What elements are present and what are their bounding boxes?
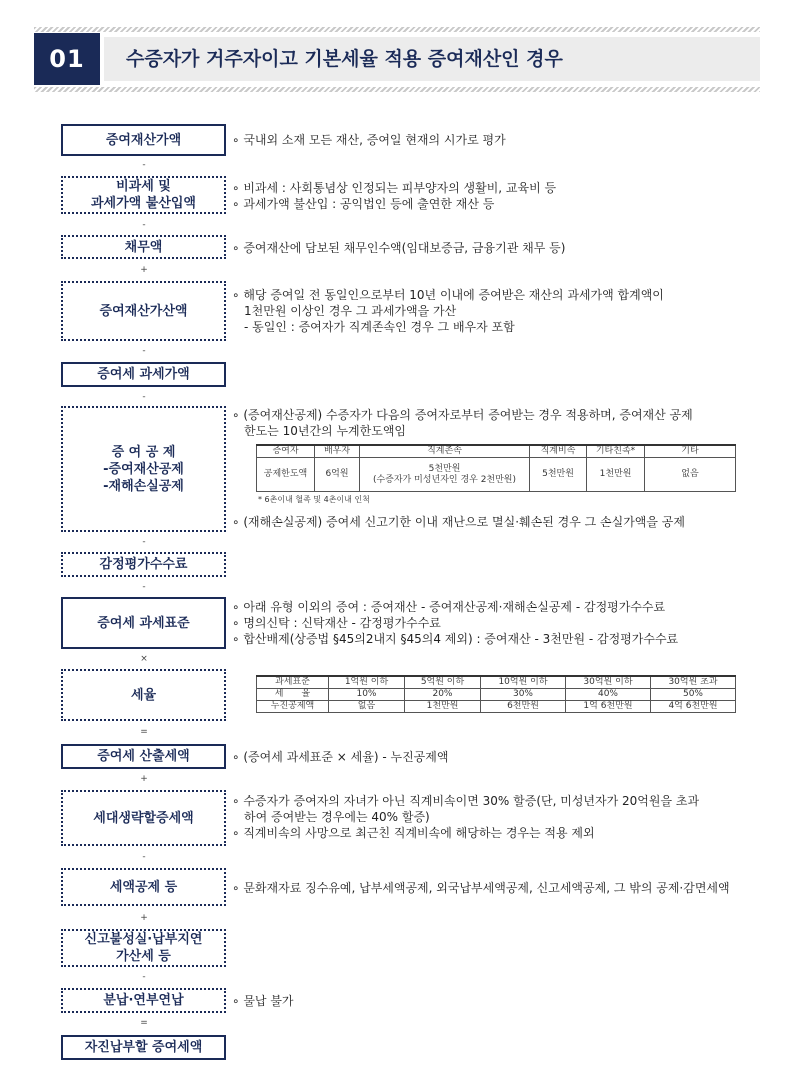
desc-line: ∘ 명의신탁 : 신탁재산 - 감정평가수수료	[232, 616, 441, 630]
table-header-cell: 직계비속	[530, 445, 587, 458]
op-plus: +	[140, 913, 148, 923]
op-equals: =	[140, 1018, 148, 1028]
step-gift-property-value: 증여재산가액	[61, 124, 226, 156]
desc-deductions-b	[232, 514, 762, 530]
table-header-cell: 기타친족*	[587, 445, 645, 458]
desc-nontaxable	[232, 180, 762, 212]
desc-calculated-tax	[232, 749, 762, 765]
op-minus: -	[142, 392, 146, 402]
step-nontaxable-line1: 비과세 및	[116, 179, 171, 194]
op-minus: -	[142, 582, 146, 592]
table-cell: 20%	[405, 689, 481, 701]
desc-line: ∘ 비과세 : 사회통념상 인정되는 피부양자의 생활비, 교육비 등	[232, 181, 557, 195]
desc-debt	[232, 240, 762, 256]
desc-line: ∘ 과세가액 불산입 : 공익법인 등에 출연한 재산 등	[232, 197, 495, 211]
desc-line: ∘ 합산배제(상증법 §45의2내지 §45의4 제외) : 증여재산 - 3천만원 - 감정평가수수료	[232, 632, 679, 646]
step-penalty-tax-line1: 신고불성실·납부지연	[84, 932, 203, 947]
desc-added-gift-value	[232, 287, 762, 335]
step-installment-payment: 분납·연부연납	[61, 988, 226, 1013]
table-header-cell: 과세표준	[257, 676, 329, 689]
table-cell: 6억원	[315, 458, 360, 492]
step-tax-base: 증여세 과세표준	[61, 597, 226, 649]
step-appraisal-fee: 감정평가수수료	[61, 552, 226, 577]
op-plus: +	[140, 265, 148, 275]
op-minus: -	[142, 972, 146, 982]
table-cell: 5천만원	[530, 458, 587, 492]
table-cell: 없음	[329, 701, 405, 713]
op-times: ×	[140, 654, 148, 664]
header-stripe-bottom	[34, 87, 760, 92]
op-minus: -	[142, 537, 146, 547]
table-cell: 40%	[565, 689, 650, 701]
table-row-label: 공제한도액	[257, 458, 315, 492]
step-penalty-tax	[61, 929, 226, 967]
op-plus: +	[140, 774, 148, 784]
table-cell: 1천만원	[405, 701, 481, 713]
deduction-table-note: * 6촌이내 혈족 및 4촌이내 인척	[258, 495, 370, 504]
table-header-cell: 직계존속	[360, 445, 530, 458]
step-tax-credits: 세액공제 등	[61, 868, 226, 906]
desc-installment-payment	[232, 993, 762, 1009]
table-header-cell: 기타	[645, 445, 736, 458]
op-equals: =	[140, 727, 148, 737]
step-tax-rate: 세율	[61, 669, 226, 721]
desc-line: ∘ 물납 불가	[232, 994, 294, 1008]
step-added-gift-value: 증여재산가산액	[61, 281, 226, 341]
section-number: 01	[34, 33, 100, 85]
step-calculated-tax: 증여세 산출세액	[61, 744, 226, 769]
deduction-limit-table	[256, 444, 736, 492]
desc-line: ∘ 해당 증여일 전 동일인으로부터 10년 이내에 증여받은 재산의 과세가액 합계액이	[232, 288, 664, 302]
table-header-cell: 배우자	[315, 445, 360, 458]
op-minus: -	[142, 160, 146, 170]
desc-deductions-a	[232, 407, 762, 439]
step-deductions-line3: -재해손실공제	[103, 478, 184, 494]
step-taxable-value: 증여세 과세가액	[61, 362, 226, 387]
table-header-cell: 증여자	[257, 445, 315, 458]
op-minus: -	[142, 220, 146, 230]
table-header-cell: 10억원 이하	[481, 676, 566, 689]
table-row	[257, 701, 736, 713]
table-row	[257, 689, 736, 701]
table-row-label: 누진공제액	[257, 701, 329, 713]
table-cell-line: 5천만원	[428, 463, 461, 474]
desc-line: ∘ 수증자가 증여자의 자녀가 아닌 직계비속이면 30% 할증(단, 미성년자가 20억원을 초과	[232, 794, 700, 808]
table-row-label: 세 율	[257, 689, 329, 701]
table-header-cell: 1억원 이하	[329, 676, 405, 689]
section-title: 수증자가 거주자이고 기본세율 적용 증여재산인 경우	[104, 37, 760, 81]
op-minus: -	[142, 346, 146, 356]
desc-tax-credits	[232, 880, 762, 896]
tax-rate-table	[256, 675, 736, 713]
step-nontaxable	[61, 176, 226, 214]
table-cell: 1억 6천만원	[565, 701, 650, 713]
step-deductions-line2: -증여재산공제	[103, 461, 184, 477]
table-cell: 1천만원	[587, 458, 645, 492]
desc-line: - 동일인 : 증여자가 직계존속인 경우 그 배우자 포함	[244, 320, 515, 334]
table-cell-line: (수증자가 미성년자인 경우 2천만원)	[372, 474, 517, 485]
desc-line: 한도는 10년간의 누계한도액임	[244, 424, 407, 438]
table-cell: 50%	[650, 689, 735, 701]
desc-line: ∘ 증여재산에 담보된 채무인수액(임대보증금, 금융기관 채무 등)	[232, 241, 566, 255]
op-minus: -	[142, 852, 146, 862]
desc-line: ∘ 직계비속의 사망으로 최근친 직계비속에 해당하는 경우는 적용 제외	[232, 826, 595, 840]
step-nontaxable-line2: 과세가액 불산입액	[91, 196, 196, 211]
table-cell: 6천만원	[481, 701, 566, 713]
table-header-cell: 5억원 이하	[405, 676, 481, 689]
desc-gift-property-value	[232, 132, 762, 148]
table-cell	[360, 458, 530, 492]
header-stripe-top	[34, 27, 760, 32]
table-header-cell: 30억원 이하	[565, 676, 650, 689]
step-debt: 채무액	[61, 235, 226, 259]
table-cell: 30%	[481, 689, 566, 701]
desc-generation-skip-surcharge	[232, 793, 762, 841]
desc-line: ∘ 아래 유형 이외의 증여 : 증여재산 - 증여재산공제·재해손실공제 - 감정평가수수료	[232, 600, 666, 614]
step-deductions	[61, 406, 226, 532]
table-cell: 4억 6천만원	[650, 701, 735, 713]
table-cell: 10%	[329, 689, 405, 701]
step-penalty-tax-line2: 가산세 등	[116, 949, 171, 964]
step-generation-skip-surcharge: 세대생략할증세액	[61, 790, 226, 846]
desc-line: 하여 증여받는 경우에는 40% 할증)	[244, 810, 430, 824]
desc-tax-base	[232, 599, 762, 647]
table-cell: 없음	[645, 458, 736, 492]
desc-line: ∘ (증여세 과세표준 × 세율) - 누진공제액	[232, 750, 449, 764]
table-header-cell: 30억원 초과	[650, 676, 735, 689]
desc-line: ∘ 문화재자료 징수유예, 납부세액공제, 외국납부세액공제, 신고세액공제, 그 밖의 공제·감면세액	[232, 881, 730, 895]
step-deductions-line1: 증 여 공 제	[111, 444, 176, 460]
desc-line: ∘ (재해손실공제) 증여세 신고기한 이내 재난으로 멸실·훼손된 경우 그 손실가액을 공제	[232, 515, 685, 529]
step-self-payment-tax: 자진납부할 증여세액	[61, 1035, 226, 1060]
desc-line: ∘ (증여재산공제) 수증자가 다음의 증여자로부터 증여받는 경우 적용하며, 증여재산 공제	[232, 408, 693, 422]
desc-line: 1천만원 이상인 경우 그 과세가액을 가산	[244, 304, 457, 318]
desc-line: ∘ 국내외 소재 모든 재산, 증여일 현재의 시가로 평가	[232, 133, 506, 147]
